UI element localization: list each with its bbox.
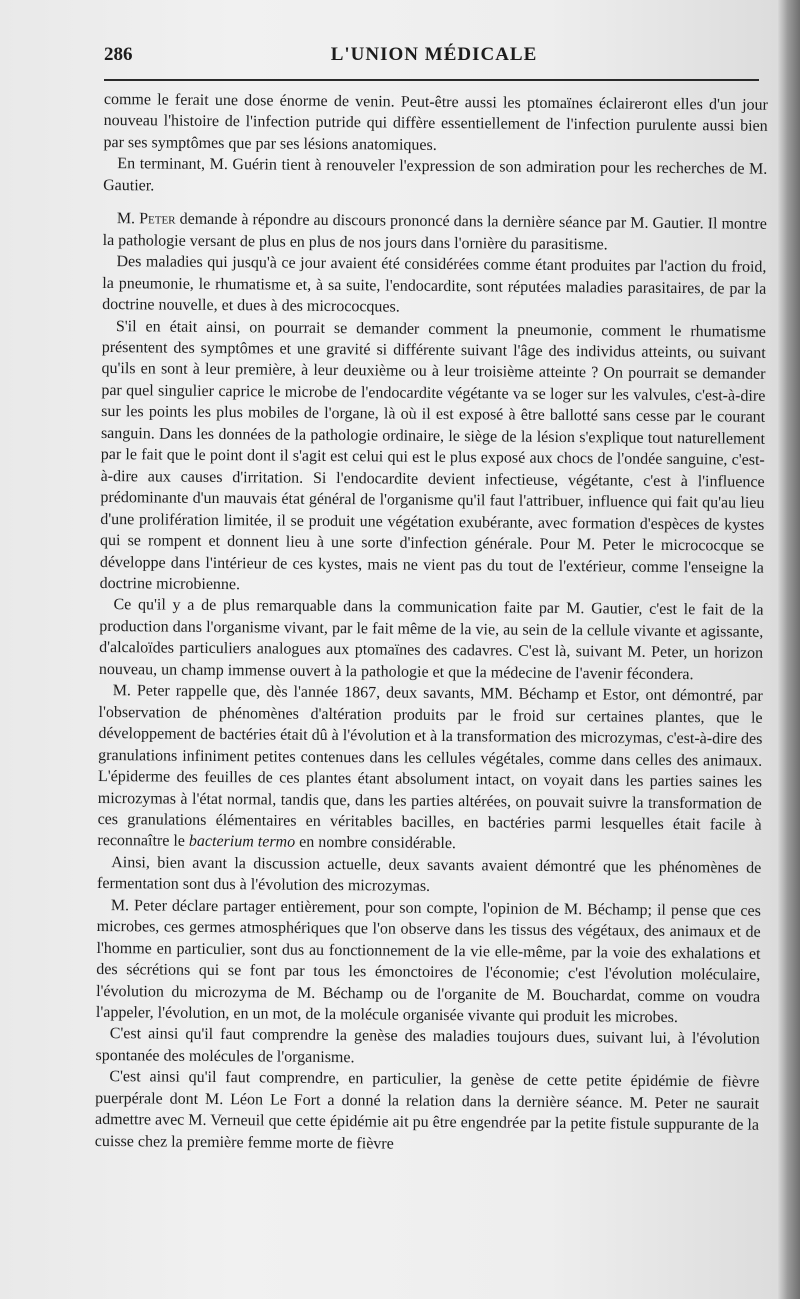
paragraph-10: C'est ainsi qu'il faut comprendre la genèse des maladies toujours dues, suivant lui, à l'évolution spontanée des molécules de l'organisme. [95, 1025, 760, 1067]
page-edge-shadow [778, 0, 800, 1299]
paragraph-7-end: en nombre considérable. [299, 834, 457, 853]
running-head: L'UNION MÉDICALE [330, 44, 538, 65]
paragraph-1: comme le ferait une dose énorme de venin. Peut-être aussi les ptomaïnes éclaireront elles d'un jour nouveau l'histoire de l'infection putride qui diffère essentiellement de l'infection purulente aussi bien par ses symptômes que par ses lésions anatomiques. [103, 90, 768, 154]
header-rule [104, 79, 759, 81]
paragraph-7-text: M. Peter rappelle que, dès l'année 1867, deux savants, MM. Béchamp et Estor, ont démontré, par l'observation de phénomènes d'altération produits par le froid sur certaines plantes, que le développement de bactéries était dû à l'évolution et à la transformation des microzymas, c'est-à-dire des granulations infiniment petites contenues dans les cellules végétales, comme dans celles des animaux. L'épiderme des feuilles de ces plantes étant absolument intact, on voyait dans les parties saines les microzymas à l'état normal, tandis que, dans les parties altérées, on pouvait suivre la transformation de ces granulations élémentaires en véritables bacilles, en bactéries parmi lesquelles était facile à reconnaître le [97, 682, 763, 851]
body-text [95, 89, 768, 1158]
paragraph-3-text: demande à répondre au discours prononcé dans la dernière séance par M. Gautier. Il montre la pathologie versant de plus en plus de nos jours dans l'ornière du parasitisme. [102, 210, 767, 254]
paragraph-6: Ce qu'il y a de plus remarquable dans la communication faite par M. Gautier, c'est le fait de la production dans l'organisme vivant, par le fait même de la vie, au sein de la cellule vivante et agissante, d'alcaloïdes particuliers analogues aux ptomaïnes des cadavres. C'est là, suivant M. Peter, un horizon nouveau, un champ immense ouvert à la pathologie et que la médecine de l'avenir fécondera. [98, 596, 764, 683]
speaker-name: Peter [139, 210, 176, 228]
paragraph-4: Des maladies qui jusqu'à ce jour avaient été considérées comme étant produites par l'action du froid, la pneumonie, le rhumatisme et, à sa suite, l'endocardite, sont réputées maladies parasitaires, de par la doctrine nouvelle, et dues à des micrococques. [102, 253, 767, 316]
paragraph-9: M. Peter déclare partager entièrement, pour son compte, l'opinion de M. Béchamp; il pense que ces microbes, ces germes atmosphériques que l'on observe dans les tissus des végétaux, des animaux et de l'homme en particulier, sont dus au fonctionnement de la vie elle-même, par la voie des exhalations et des sécrétions qui se font par tous les émonctoires de l'économie; c'est l'évolution moléculaire, l'évolution du microzyma de M. Béchamp ou de l'organite de M. Bouchardat, comme on voudra l'appeler, l'évolution, en un mot, de la molécule organisée vivante qui produit les microbes. [95, 896, 761, 1027]
paragraph-11: C'est ainsi qu'il faut comprendre, en particulier, la genèse de cette petite épidémie de fièvre puerpérale dont M. Léon Le Fort a donné la relation dans la dernière séance. M. Peter ne saurait admettre avec M. Verneuil que cette épidémie ait pu être engendrée par la petite fistule suppurante de la cuisse chez la première femme morte de fièvre [94, 1068, 760, 1153]
page-header [104, 44, 764, 78]
paragraph-8: Ainsi, bien avant la discussion actuelle, deux savants avaient démontré que les phénomènes de fermentation sont dus à l'évolution des microzymas. [96, 853, 762, 896]
italic-term: bacterium termo [188, 833, 296, 852]
paragraph-5: S'il en était ainsi, on pourrait se demander comment la pneumonie, comment le rhumatisme présentent des symptômes et une gravité si différente suivant l'âge des individus atteints, ou suivant qu'ils en sont à leur première, à leur deuxième ou à leur troisième atteinte ? On pourrait se demander par quel singulier caprice le microbe de l'endocardite végétante va se loger sur les valvules, c'est-à-dire sur les points les plus mobiles de l'organe, là où il est exposé à être ballotté sans cesse par le courant sanguin. Dans les données de la pathologie ordinaire, le siège de la lésion s'explique tout naturellement par le fait que le point dont il s'agit est celui qui est le plus exposé aux chocs de l'ondée sanguine, c'est-à-dire aux causes d'irritation. Si l'endocardite devient infectieuse, végétante, c'est à l'influence prédominante d'un mauvais état général de l'organisme qu'il faut l'attribuer, influence qui fait qu'au lieu d'une prolifération limitée, il se produit une végétation exubérante, avec formation d'espèces de kystes qui se rompent et donnent lieu à une sorte d'infection générale. Pour M. Peter le micrococque se développe dans l'intérieur de ces kystes, mais ne vient pas du tout de l'extérieur, comme l'enseigne la doctrine microbienne. [99, 317, 766, 594]
paragraph-3 [103, 208, 767, 257]
paragraph-2: En terminant, M. Guérin tient à renouveler l'expression de son admiration pour les recherches de M. Gautier. [103, 155, 768, 195]
paragraph-7 [97, 680, 762, 857]
speaker-prefix: M. [116, 210, 136, 228]
page-number: 286 [104, 44, 133, 65]
